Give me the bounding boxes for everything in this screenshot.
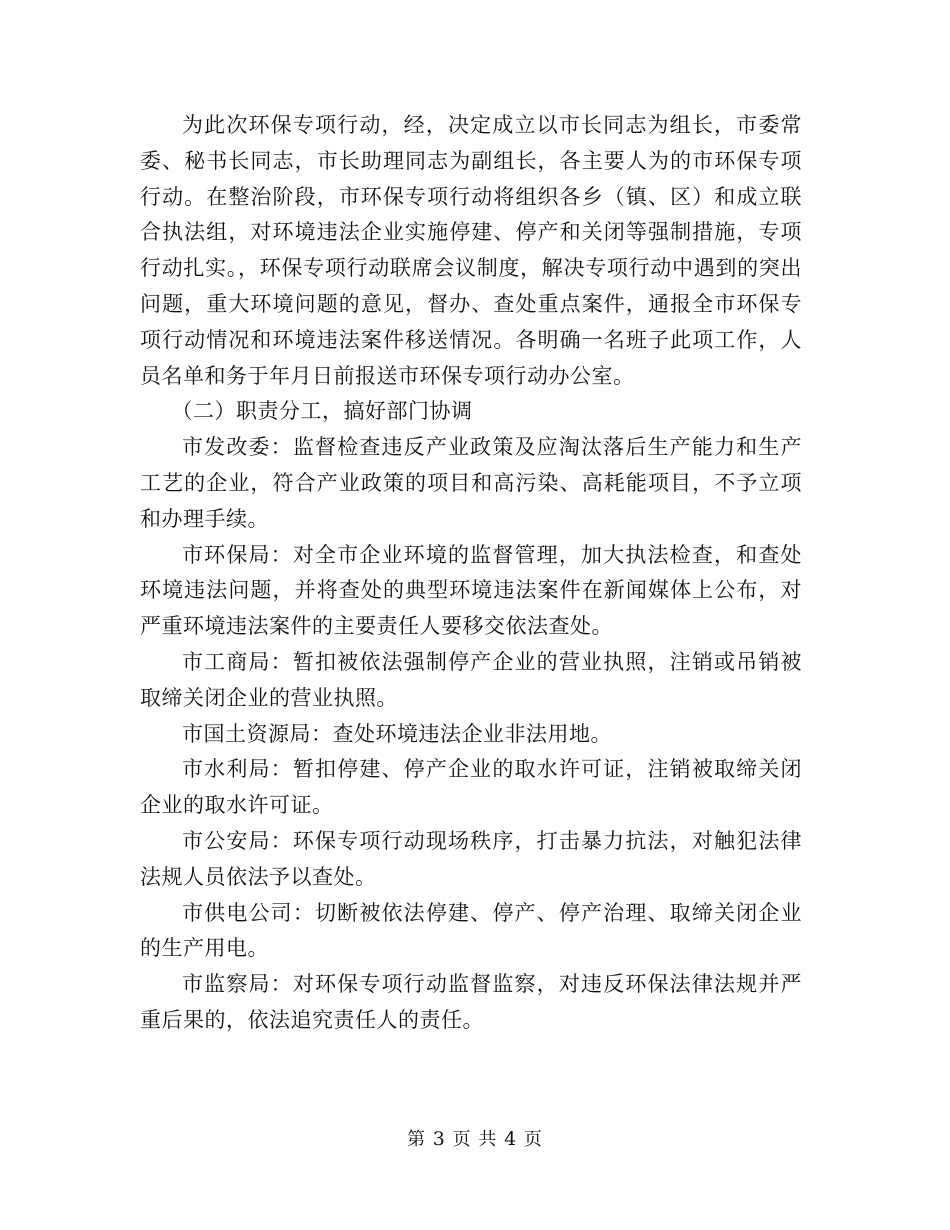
paragraph-water-resources: 市水利局：暂扣停建、停产企业的取水许可证，注销被取缔关闭企业的取水许可证。 (140, 757, 802, 818)
footer-middle: 页 共 (452, 1129, 498, 1150)
total-pages-number: 4 (504, 1128, 518, 1150)
footer-suffix: 页 (523, 1129, 543, 1150)
paragraph-power-supply: 市供电公司：切断被依法停建、停产、停产治理、取缔关闭企业的生产用电。 (140, 900, 802, 961)
paragraph-environmental-bureau: 市环保局：对全市企业环境的监督管理，加大执法检查，和查处环境违法问题，并将查处的典型环境违法案件在新闻媒体上公布，对严重环境违法案件的主要责任人要移交依法查处。 (140, 542, 802, 639)
paragraph-supervision: 市监察局：对环保专项行动监督监察，对违反环保法律法规并严重后果的，依法追究责任人的责任。 (140, 972, 802, 1032)
page-body (140, 108, 802, 1039)
paragraph-land-resources: 市国土资源局：查处环境违法企业非法用地。 (182, 721, 612, 746)
footer-prefix: 第 (407, 1129, 427, 1150)
paragraph-development-reform: 市发改委：监督检查违反产业政策及应淘汰落后生产能力和生产工艺的企业，符合产业政策的项目和高污染、高耗能项目，不予立项和办理手续。 (140, 435, 802, 531)
section-heading-duties: （二）职责分工，搞好部门协调 (171, 399, 473, 424)
paragraph-action-organization: 为此次环保专项行动，经，决定成立以市长同志为组长，市委常委、秘书长同志，市长助理同志为副组长，各主要人为的市环保专项行动。在整治阶段，市环保专项行动将组织各乡（镇、区）和成立联合执法组，对环境违法企业实施停建、停产和关闭等强制措施，专项行动扎实。，环保专项行动联席会议制度，解决专项行动中遇到的突出问题，重大环境问题的意见，督办、查处重点案件，通报全市环保专项行动情况和环境违法案件移送情况。各明确一名班子此项工作，人员名单和务于年月日前报送市环保专项行动办公室。 (140, 113, 802, 388)
page-footer (0, 1125, 950, 1151)
paragraph-public-security: 市公安局：环保专项行动现场秩序，打击暴力抗法，对触犯法律法规人员依法予以查处。 (140, 828, 802, 889)
current-page-number: 3 (432, 1128, 446, 1150)
paragraph-industry-commerce: 市工商局：暂扣被依法强制停产企业的营业执照，注销或吊销被取缔关闭企业的营业执照。 (140, 649, 802, 710)
